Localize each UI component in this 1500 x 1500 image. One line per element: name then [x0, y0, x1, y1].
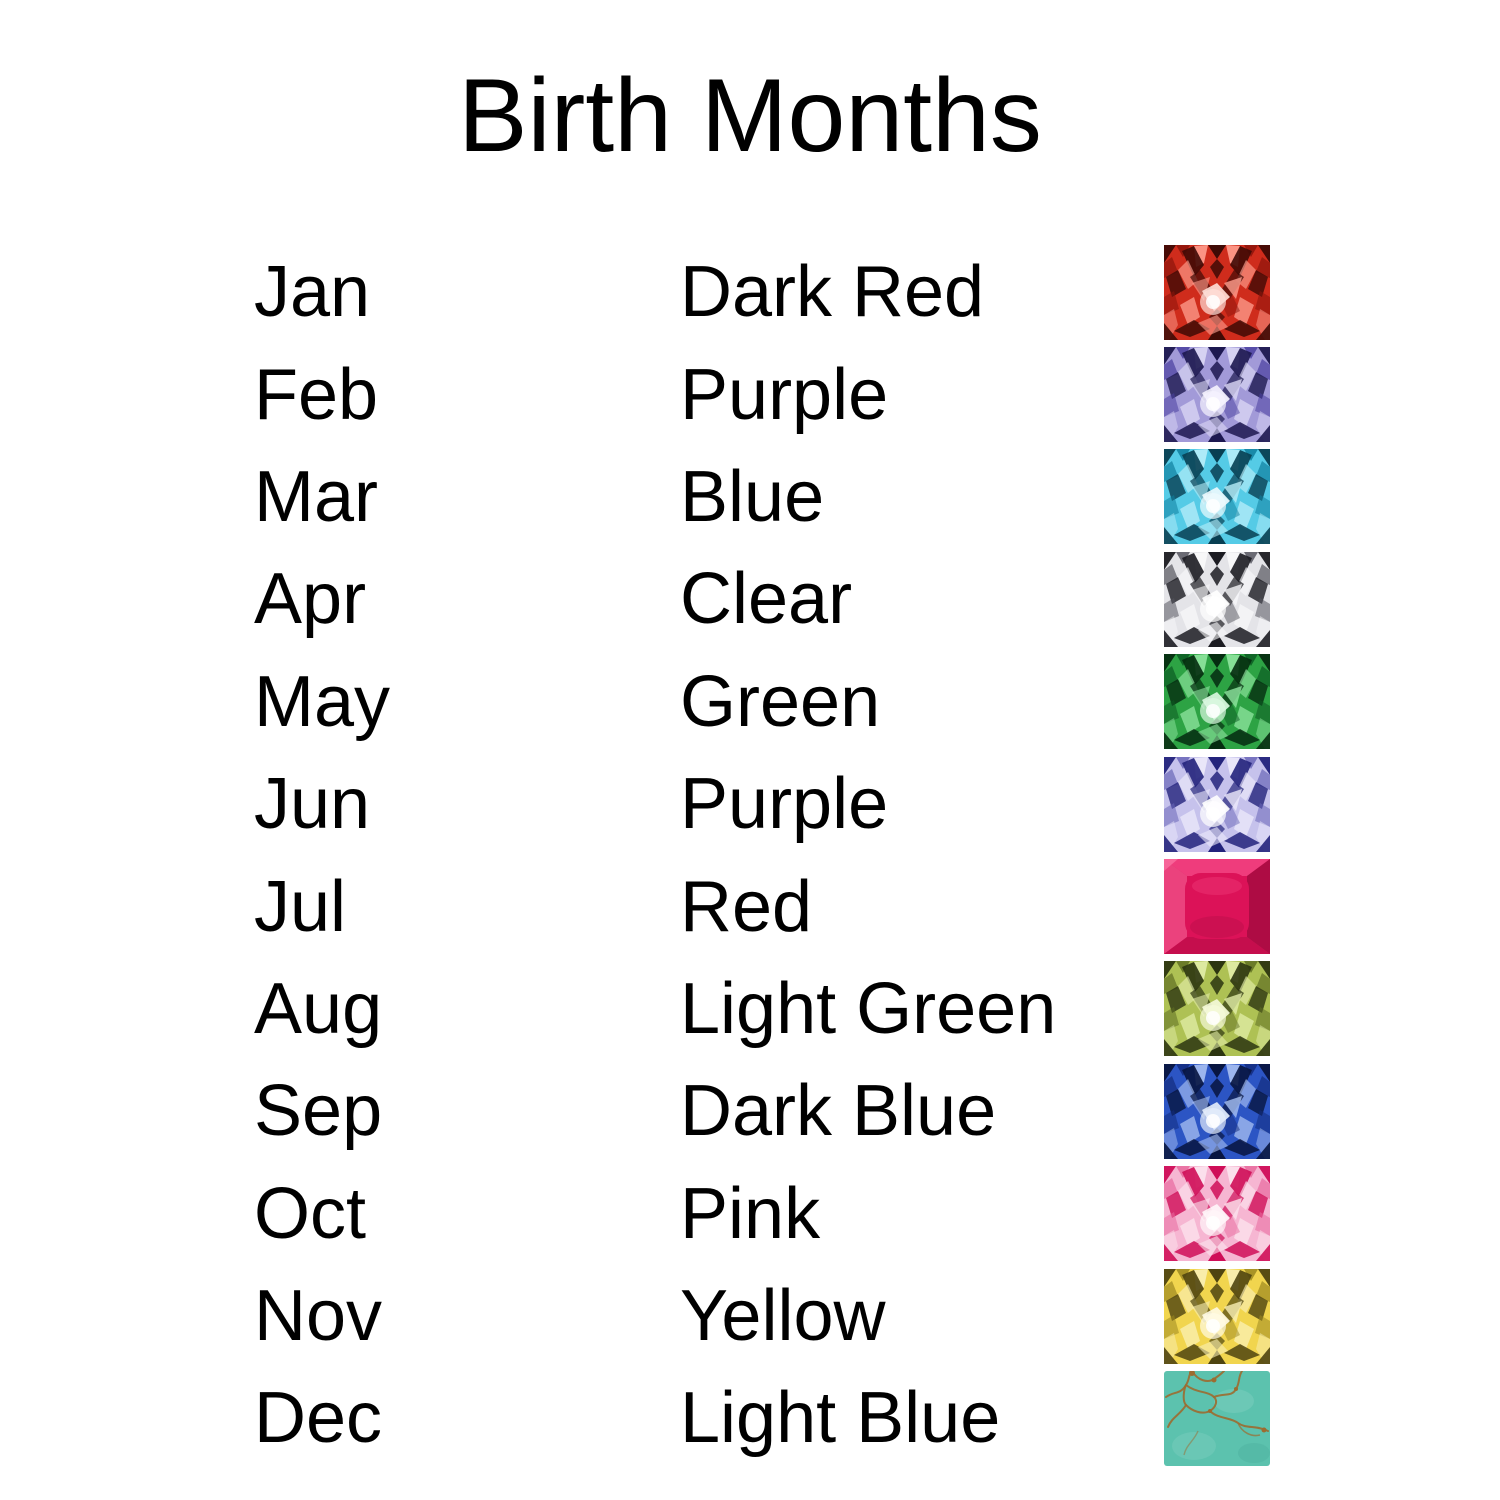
table-row [0, 651, 1500, 753]
month-label: Nov [254, 1276, 383, 1357]
color-name-label: Clear [680, 559, 853, 640]
color-name-label: Light Green [680, 968, 1057, 1049]
month-label: Aug [254, 968, 383, 1049]
color-name-label: Green [680, 661, 881, 742]
month-label: May [254, 661, 391, 742]
pink-tourmaline-gem-image [1164, 1166, 1270, 1261]
table-row [0, 1060, 1500, 1162]
color-name-label: Dark Red [680, 252, 985, 333]
month-label: Jul [254, 866, 347, 947]
page-title: Birth Months [458, 58, 1042, 174]
month-label: Apr [254, 559, 367, 640]
table-row [0, 241, 1500, 343]
color-name-label: Dark Blue [680, 1071, 997, 1152]
diamond-gem-image [1164, 552, 1270, 647]
turquoise-gem-image [1164, 1371, 1270, 1466]
table-row [0, 753, 1500, 855]
table-row [0, 548, 1500, 650]
garnet-gem-image [1164, 245, 1270, 340]
color-name-label: Purple [680, 764, 889, 845]
table-row [0, 446, 1500, 548]
month-label: Dec [254, 1378, 383, 1459]
amethyst-gem-image [1164, 347, 1270, 442]
color-name-label: Blue [680, 456, 825, 537]
month-label: Jun [254, 764, 371, 845]
color-name-label: Red [680, 866, 813, 947]
ruby-gem-image [1164, 859, 1270, 954]
table-row [0, 1163, 1500, 1265]
month-label: Feb [254, 354, 379, 435]
month-label: Sep [254, 1071, 383, 1152]
color-name-label: Yellow [680, 1276, 886, 1357]
table-row [0, 1367, 1500, 1469]
table-row [0, 343, 1500, 445]
aquamarine-gem-image [1164, 449, 1270, 544]
color-name-label: Purple [680, 354, 889, 435]
month-label: Oct [254, 1173, 367, 1254]
table-row [0, 1265, 1500, 1367]
month-label: Jan [254, 252, 371, 333]
emerald-gem-image [1164, 654, 1270, 749]
peridot-gem-image [1164, 961, 1270, 1056]
citrine-gem-image [1164, 1269, 1270, 1364]
alexandrite-gem-image [1164, 757, 1270, 852]
table-row [0, 855, 1500, 957]
table-row [0, 958, 1500, 1060]
sapphire-gem-image [1164, 1064, 1270, 1159]
month-label: Mar [254, 456, 378, 537]
color-name-label: Light Blue [680, 1378, 1001, 1459]
birthstone-table [0, 241, 1500, 1470]
color-name-label: Pink [680, 1173, 821, 1254]
